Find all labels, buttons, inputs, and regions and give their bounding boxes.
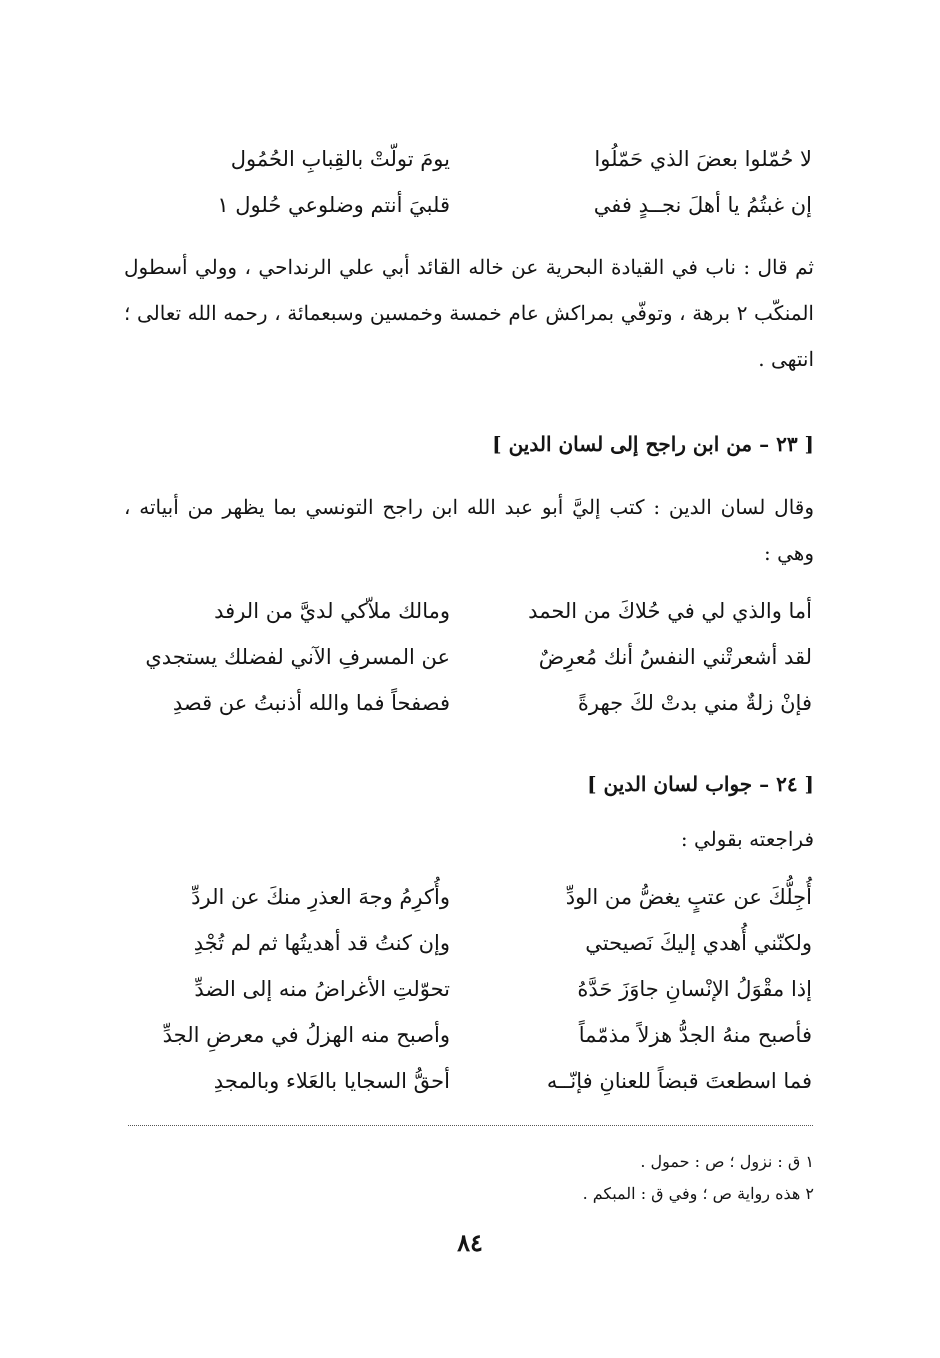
verse-second-hemistich: وأُكرِمُ وجهَ العذرِ منكَ عن الردِّ [191,885,450,909]
verse-second-hemistich: فصفحاً فما والله أذنبتُ عن قصدِ [172,691,450,715]
verse-second-hemistich: وإن كنتُ قد أهديتُها ثم لم تُجْدِ [193,931,450,955]
verse-line [0,874,940,920]
section-heading-24: [ ٢٤ – جواب لسان الدين ] [587,772,814,796]
poem-3 [0,874,940,1104]
verse-first-hemistich: أُجِلُّكَ عن عتبٍ يغضُّ من الودِّ [565,885,812,909]
verse-first-hemistich: ولكنّني أُهدي إليكَ نَصيحتي [585,931,812,955]
verse-line [0,1058,940,1104]
verse-first-hemistich: فأصبح منهُ الجدُّ هزلاً مذمّماً [578,1023,812,1047]
verse-second-hemistich: أحقُّ السجايا بالعَلاء وبالمجدِ [213,1069,450,1093]
verse-first-hemistich: لقد أشعرتْني النفسُ أنك مُعرِضٌ [538,645,812,669]
footnote-1: ١ ق : نزول ؛ ص : حمول . [640,1152,814,1171]
verse-line [0,966,940,1012]
verse-line [0,1012,940,1058]
verse-second-hemistich: يومَ تولّتْ بالقِبابِ الحُمُول [230,147,450,171]
verse-second-hemistich: تحوّلتِ الأغراضُ منه إلى الضدِّ [194,977,450,1001]
prose-paragraph [124,244,814,382]
verse-first-hemistich: فإنْ زلةٌ مني بدتْ لكَ جهرةً [577,691,812,715]
verse-line [0,136,940,182]
verse-first-hemistich: إن غبتُمُ يا أهلَ نجــدٍ ففي [593,193,812,217]
prose-paragraph [124,484,814,576]
paragraph-text: فراجعته بقولي : [680,827,814,851]
footnote-divider [128,1125,813,1126]
poem-2 [0,588,940,726]
section-heading-23: [ ٢٣ – من ابن راجح إلى لسان الدين ] [492,432,814,456]
prose-paragraph [124,816,814,862]
poem-1 [0,136,940,228]
verse-first-hemistich: أما والذي لي في حُلاكَ من الحمد [528,599,812,623]
verse-first-hemistich: فما اسطعتَ قبضاً للعنانِ فإنّــه [546,1069,812,1093]
verse-line [0,680,940,726]
verse-line [0,920,940,966]
verse-second-hemistich: وأصبح منه الهزلُ في معرضِ الجدِّ [162,1023,450,1047]
verse-line [0,634,940,680]
verse-first-hemistich: لا حُمّلوا بعضَ الذي حَمّلُوا [594,147,812,171]
paragraph-text: ثم قال : ناب في القيادة البحرية عن خاله القائد أبي علي الرنداحي ، وولي أسطول المنكّب ٢ برهة ، وتوفّي بمراكش عام خمسة وخمسين وسبعمائة ، رحمه الله تعالى ؛ انتهى . [124,255,814,371]
verse-line [0,182,940,228]
verse-first-hemistich: إذا مقْوَلُ الإنْسانِ جاوَزَ حَدَّهُ [577,977,812,1001]
page-number: ٨٤ [457,1228,483,1257]
paragraph-text: وقال لسان الدين : كتب إليَّ أبو عبد الله ابن راجح التونسي بما يظهر من أبياته ، وهي : [124,495,814,565]
verse-second-hemistich: قلبيَ أنتم وضلوعي حُلول ١ [217,193,450,217]
verse-line [0,588,940,634]
footnote-2: ٢ هذه رواية ص ؛ وفي ق : المبكم . [582,1184,814,1203]
verse-second-hemistich: ومالك ملاّكي لديَّ من الرفد [214,599,450,623]
footnotes [583,1146,814,1210]
verse-second-hemistich: عن المسرفِ الآني لفضلك يستجدي [145,645,450,669]
